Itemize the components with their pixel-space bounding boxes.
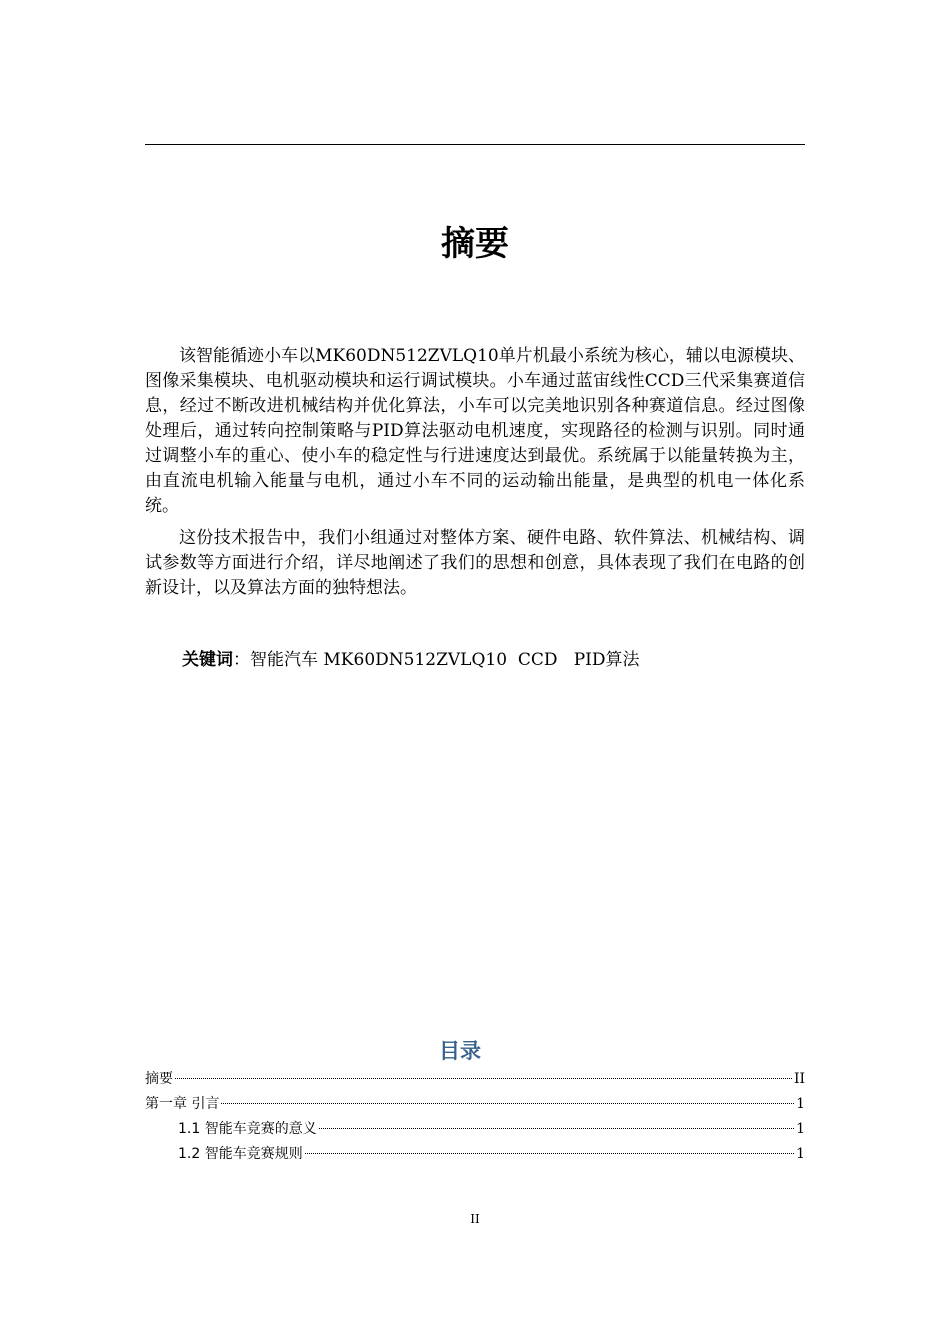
toc-entry-label: 1.2 智能车竞赛规则 (178, 1146, 303, 1162)
toc-leader-dots (305, 1153, 794, 1154)
toc-leader-dots (175, 1078, 792, 1079)
page-number: II (470, 1212, 480, 1226)
toc-entry-page: II (793, 1071, 805, 1087)
toc-entry-page: 1 (796, 1096, 805, 1112)
abstract-paragraph: 这份技术报告中，我们小组通过对整体方案、硬件电路、软件算法、机械结构、调试参数等方面进行介绍，详尽地阐述了我们的思想和创意，具体表现了我们在电路的创新设计，以及算法方面的独特想法。 (145, 528, 805, 598)
keywords-value: 智能汽车 MK60DN512ZVLQ10 CCD PID算法 (250, 650, 640, 670)
toc-entry[interactable] (145, 1067, 805, 1092)
toc-entry-label: 第一章 引言 (145, 1096, 220, 1112)
keywords-separator: ： (233, 650, 250, 670)
page-title: 摘要 (441, 224, 509, 264)
toc-entry-label: 摘要 (145, 1071, 173, 1087)
toc-entry-page: 1 (796, 1121, 805, 1137)
toc-leader-dots (221, 1103, 794, 1104)
keywords-label: 关键词 (182, 650, 233, 670)
header-rule (145, 144, 805, 145)
toc-entry[interactable] (145, 1117, 805, 1142)
toc-entry[interactable] (145, 1142, 805, 1167)
abstract-body (145, 344, 805, 608)
toc-entry-label: 1.1 智能车竞赛的意义 (178, 1121, 317, 1137)
table-of-contents (145, 1067, 805, 1167)
toc-title: 目录 (439, 1039, 481, 1063)
keywords-line (182, 648, 640, 672)
toc-leader-dots (319, 1128, 794, 1129)
toc-entry-page: 1 (796, 1146, 805, 1162)
toc-entry[interactable] (145, 1092, 805, 1117)
abstract-paragraph: 该智能循迹小车以MK60DN512ZVLQ10单片机最小系统为核心，辅以电源模块、图像采集模块、电机驱动模块和运行调试模块。小车通过蓝宙线性CCD三代采集赛道信息，经过不断改进机械结构并优化算法，小车可以完美地识别各种赛道信息。经过图像处理后，通过转向控制策略与PID算法驱动电机速度，实现路径的检测与识别。同时通过调整小车的重心、使小车的稳定性与行进速度达到最优。系统属于以能量转换为主，由直流电机输入能量与电机，通过小车不同的运动输出能量，是典型的机电一体化系统。 (145, 346, 805, 516)
